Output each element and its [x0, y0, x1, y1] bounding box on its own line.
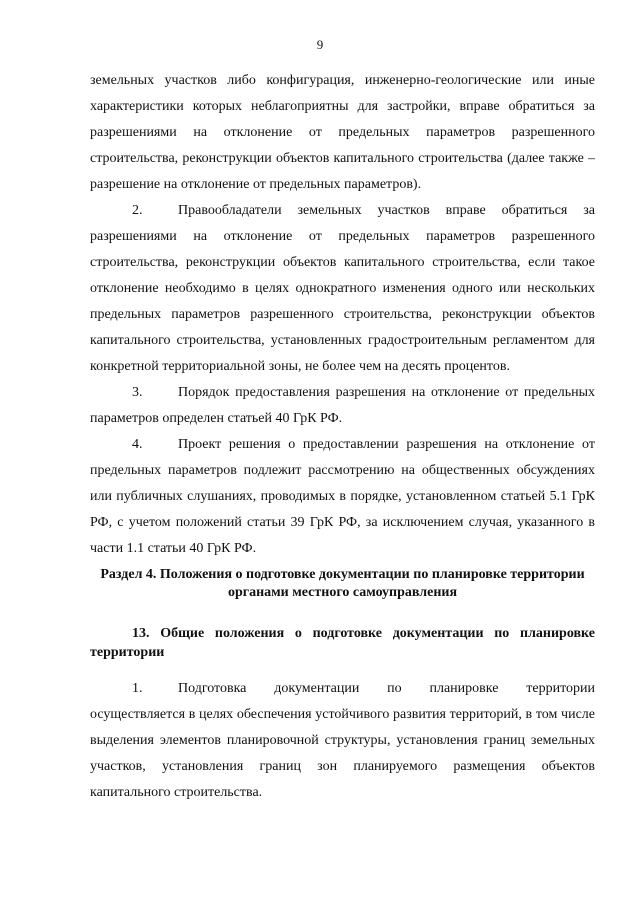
- item-3-number: 3.: [132, 385, 143, 400]
- paragraph-item-2: [90, 198, 595, 380]
- paragraph-item-3: [90, 380, 595, 432]
- subsection-item-1-number: 1.: [132, 681, 143, 696]
- item-3-text: Порядок предоставления разрешения на отклонение от предельных параметров определен статьей 40 ГрК РФ.: [90, 385, 595, 426]
- item-2-text: Правообладатели земельных участков вправе обратиться за разрешениями на отклонение от предельных параметров разрешенного строительства, реконструкции объектов капитального строительства, если такое отклонение необходимо в целях однократного изменения одного или нескольких предельных параметров разрешенного строительства, реконструкции объектов капитального строительства, установленных градостроительным регламентом для конкретной территориальной зоны, не более чем на десять процентов.: [90, 203, 595, 374]
- item-4-number: 4.: [132, 437, 143, 452]
- paragraph-item-4: [90, 432, 595, 562]
- document-body: [90, 68, 595, 806]
- subsection-heading: 13. Общие положения о подготовке документации по планировке территории: [90, 626, 595, 660]
- paragraph-subsection-item-1: [90, 676, 595, 806]
- item-4-text: Проект решения о предоставлении разрешения на отклонение от предельных параметров подлежит рассмотрению на общественных обсуждениях или публичных слушаниях, проводимых в порядке, установленном статьей 5.1 ГрК РФ, с учетом положений статьи 39 ГрК РФ, за исключением случая, указанного в части 1.1 статьи 40 ГрК РФ.: [90, 437, 595, 556]
- item-2-number: 2.: [132, 203, 143, 218]
- section-heading: Раздел 4. Положения о подготовке документации по планировке территории органами местного самоуправления: [100, 567, 585, 600]
- page-number: 9: [316, 37, 324, 52]
- paragraph-continuation: земельных участков либо конфигурация, инженерно-геологические или иные характеристики которых неблагоприятны для застройки, вправе обратиться за разрешениями на отклонение от предельных параметров разрешенного строительства, реконструкции объектов капитального строительства (далее также – разрешение на отклонение от предельных параметров).: [90, 73, 595, 192]
- subsection-item-1-text: Подготовка документации по планировке территории осуществляется в целях обеспечения устойчивого развития территорий, в том числе выделения элементов планировочной структуры, установления границ земельных участков, установления границ зон планируемого размещения объектов капитального строительства.: [90, 681, 595, 800]
